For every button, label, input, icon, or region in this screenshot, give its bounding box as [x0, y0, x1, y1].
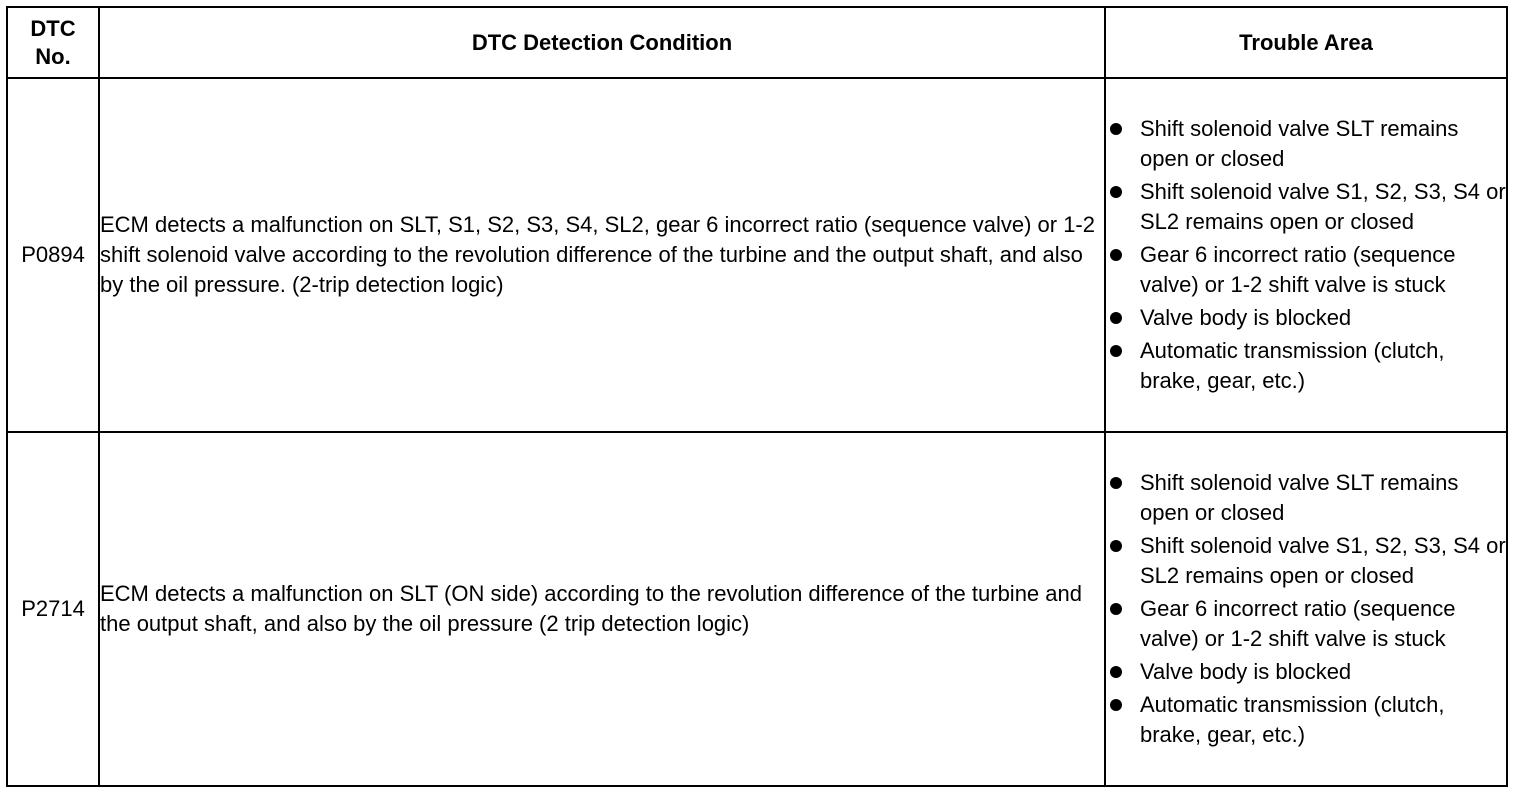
table-row — [7, 78, 1507, 432]
bullet-icon — [1110, 345, 1122, 357]
list-item: Valve body is blocked — [1106, 303, 1506, 333]
list-item: Shift solenoid valve SLT remains open or closed — [1106, 114, 1506, 174]
list-item: Automatic transmission (clutch, brake, gear, etc.) — [1106, 336, 1506, 396]
bullet-icon — [1110, 540, 1122, 552]
bullet-icon — [1110, 603, 1122, 615]
list-item: Gear 6 incorrect ratio (sequence valve) or 1-2 shift valve is stuck — [1106, 240, 1506, 300]
list-item: Shift solenoid valve SLT remains open or closed — [1106, 468, 1506, 528]
trouble-area — [1105, 78, 1507, 432]
header-detection-condition: DTC Detection Condition — [99, 7, 1105, 78]
bullet-icon — [1110, 312, 1122, 324]
trouble-area-list — [1106, 468, 1506, 750]
bullet-icon — [1110, 186, 1122, 198]
detection-condition: ECM detects a malfunction on SLT (ON side) according to the revolution difference of the turbine and the output shaft, and also by the oil pressure (2 trip detection logic) — [99, 432, 1105, 786]
list-item: Gear 6 incorrect ratio (sequence valve) or 1-2 shift valve is stuck — [1106, 594, 1506, 654]
trouble-area — [1105, 432, 1507, 786]
list-item: Shift solenoid valve S1, S2, S3, S4 or SL2 remains open or closed — [1106, 531, 1506, 591]
trouble-area-list — [1106, 114, 1506, 396]
header-dtc-no: DTC No. — [7, 7, 99, 78]
table-row — [7, 432, 1507, 786]
list-item: Valve body is blocked — [1106, 657, 1506, 687]
bullet-icon — [1110, 249, 1122, 261]
list-item: Shift solenoid valve S1, S2, S3, S4 or SL2 remains open or closed — [1106, 177, 1506, 237]
dtc-code: P0894 — [7, 78, 99, 432]
header-trouble-area: Trouble Area — [1105, 7, 1507, 78]
bullet-icon — [1110, 666, 1122, 678]
dtc-code: P2714 — [7, 432, 99, 786]
table-header-row — [7, 7, 1507, 78]
bullet-icon — [1110, 123, 1122, 135]
detection-condition: ECM detects a malfunction on SLT, S1, S2, S3, S4, SL2, gear 6 incorrect ratio (sequence valve) or 1-2 shift solenoid valve according to the revolution difference of the turbine and the output shaft, and also by the oil pressure. (2-trip detection logic) — [99, 78, 1105, 432]
bullet-icon — [1110, 699, 1122, 711]
dtc-table — [6, 6, 1508, 787]
bullet-icon — [1110, 477, 1122, 489]
list-item: Automatic transmission (clutch, brake, gear, etc.) — [1106, 690, 1506, 750]
